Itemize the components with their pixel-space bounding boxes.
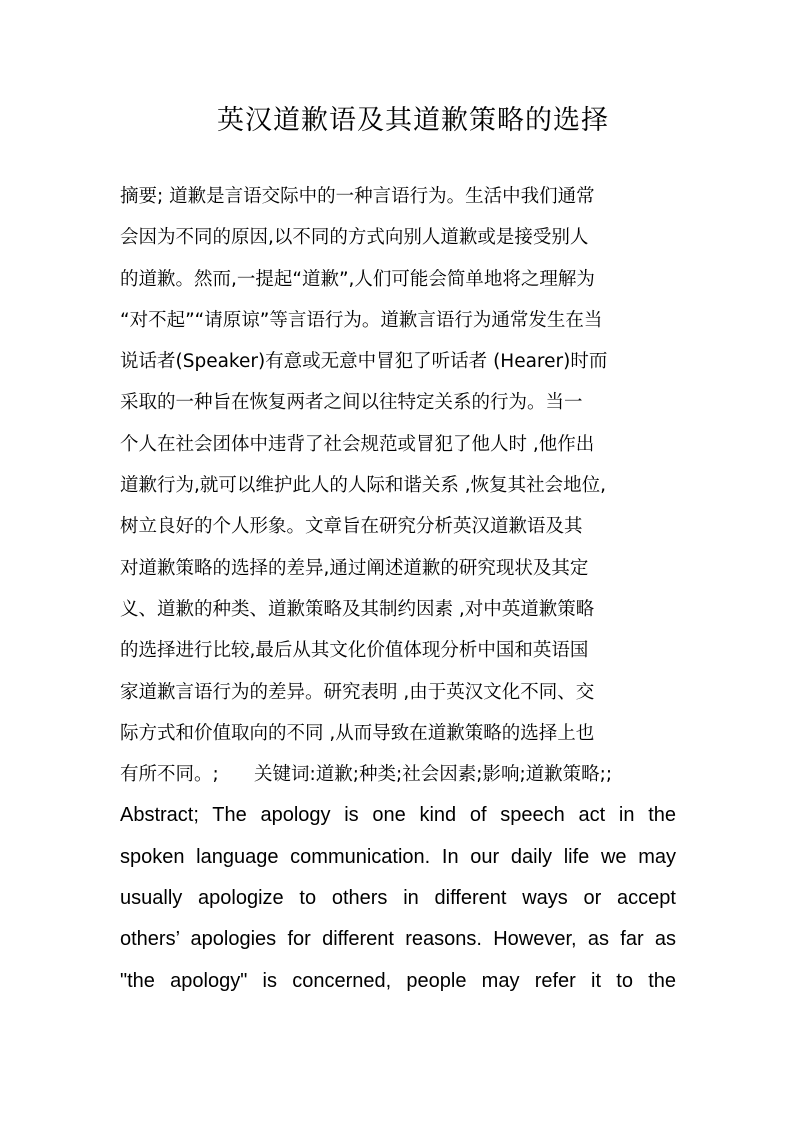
keywords-line: 有所不同。; 关键词:道歉;种类;社会因素;影响;道歉策略;; [120,764,613,786]
text-line: 的选择进行比较,最后从其文化价值体现分析中国和英语国 [120,640,589,662]
text-line: Abstract; The apology is one kind of speech act in the [120,804,676,827]
text-line: 树立良好的个人形象。文章旨在研究分析英汉道歉语及其 [120,516,583,538]
text-line: 会因为不同的原因,以不同的方式向别人道歉或是接受别人 [120,227,589,249]
text-line: 家道歉言语行为的差异。研究表明 ,由于英汉文化不同、交 [120,681,595,703]
text-line: 际方式和价值取向的不同 ,从而导致在道歉策略的选择上也 [120,722,595,744]
text-line: 个人在社会团体中违背了社会规范或冒犯了他人时 ,他作出 [120,433,595,455]
text-line: spoken language communication. In our daily life we may [120,845,676,868]
text-line: "the apology" is concerned, people may refer it to the [120,969,676,992]
text-line: 的道歉。然而,一提起“道歉”,人们可能会简单地将之理解为 [120,268,595,290]
page-title: 英汉道歉语及其道歉策略的选择 [217,105,609,136]
text-line: 道歉行为,就可以维护此人的人际和谐关系 ,恢复其社会地位, [120,475,607,497]
text-line: 说话者(Speaker)有意或无意中冒犯了听话者 (Hearer)时而 [120,351,608,373]
text-line: 采取的一种旨在恢复两者之间以往特定关系的行为。当一 [120,392,583,414]
text-line: usually apologize to others in different ways or accept [120,887,676,910]
text-line: others’ apologies for different reasons. However, as far as [120,928,676,951]
text-line: 义、道歉的种类、道歉策略及其制约因素 ,对中英道歉策略 [120,598,595,620]
text-line: “对不起”“请原谅”等言语行为。道歉言语行为通常发生在当 [120,309,603,331]
text-line: 对道歉策略的选择的差异,通过阐述道歉的研究现状及其定 [120,557,589,579]
abstract-body [120,176,676,1002]
text-line: 摘要; 道歉是言语交际中的一种言语行为。生活中我们通常 [120,186,595,207]
